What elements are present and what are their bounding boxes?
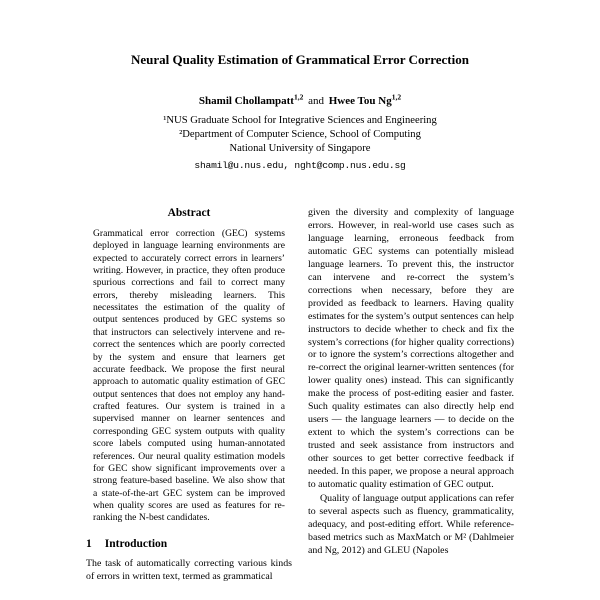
abstract-heading: Abstract	[167, 206, 211, 219]
section-heading-introduction	[86, 538, 292, 550]
paper-title: Neural Quality Estimation of Grammatical Error Correction	[131, 52, 469, 67]
author-name-2-text: Hwee Tou Ng	[328, 94, 392, 107]
authors-and: and	[308, 94, 324, 107]
left-column	[86, 207, 292, 584]
author-emails: shamil@u.nus.edu, nght@comp.nus.edu.sg	[194, 159, 406, 171]
right-column	[308, 207, 514, 584]
right-paragraph-1: given the diversity and complexity of language errors. However, in real-world use cases such as language learning, erroneous feedback from automatic GEC systems can potentially mislead language learners. To prevent this, the instructor can intervene and re-correct the system’s corrections when necessary, before they are provided as feedback to learners. Having quality estimates for the system’s output sentences can help instructors to decide whether to check and fix the system’s corrections (for higher quality corrections) or to ignore the system’s corrections altogether and re-correct the original learner-written sentences (for lower quality ones) instead. This can significantly make the process of post-editing easier and faster. Such quality estimates can also directly help end users — the language learners — to decide on the extent to which the system’s corrections can be trusted and seek assistance from instructors and other sources to get better corrective feedback if needed. In this paper, we propose a neural approach to automatic quality estimation of GEC output.	[308, 206, 514, 491]
author-1-superscript: 1,2	[293, 92, 304, 102]
section-title: Introduction	[104, 537, 168, 550]
author-name-1-text: Shamil Chollampatt	[198, 94, 294, 107]
author-name-1	[198, 92, 304, 107]
author-line	[86, 92, 514, 107]
affiliation-line-1: ¹NUS Graduate School for Integrative Sciences and Engineering	[163, 114, 437, 126]
affiliation-line-2: ²Department of Computer Science, School of Computing	[179, 128, 421, 140]
affiliation-line-3: National University of Singapore	[229, 142, 371, 154]
author-2-superscript: 1,2	[391, 92, 402, 102]
section-number: 1	[86, 537, 92, 550]
author-name-2	[328, 92, 402, 107]
right-paragraph-2: Quality of language output applications can refer to several aspects such as fluency, grammaticality, adequacy, and post-editing effort. While reference-based metrics such as MaxMatch or M² (Dahlmeier and Ng, 2012) and GLEU (Napoles	[308, 493, 514, 556]
abstract-text: Grammatical error correction (GEC) systems deployed in language learning environments are expected to accurately correct errors in learners’ writing. However, in practice, they often produce spurious corrections and fail to correct many errors, thereby misleading learners. This necessitates the estimation of the quality of output sentences produced by GEC systems so that instructors can selectively intervene and re-correct the sentences which are poorly corrected by the system and ensure that learners get accurate feedback. We propose the first neural approach to automatic quality estimation of GEC output sentences that does not employ any hand-crafted features. Our system is trained in a supervised manner on learner sentences and corresponding GEC system outputs with quality score labels computed using human-annotated references. Our neural quality estimation models for GEC show significant improvements over a strong feature-based baseline. We also show that a state-of-the-art GEC system can be improved when quality scores are used as features for re-ranking the N-best candidates.	[93, 227, 285, 524]
two-column-body	[86, 207, 514, 584]
intro-paragraph: The task of automatically correcting various kinds of errors in written text, termed as grammatical	[86, 557, 292, 582]
